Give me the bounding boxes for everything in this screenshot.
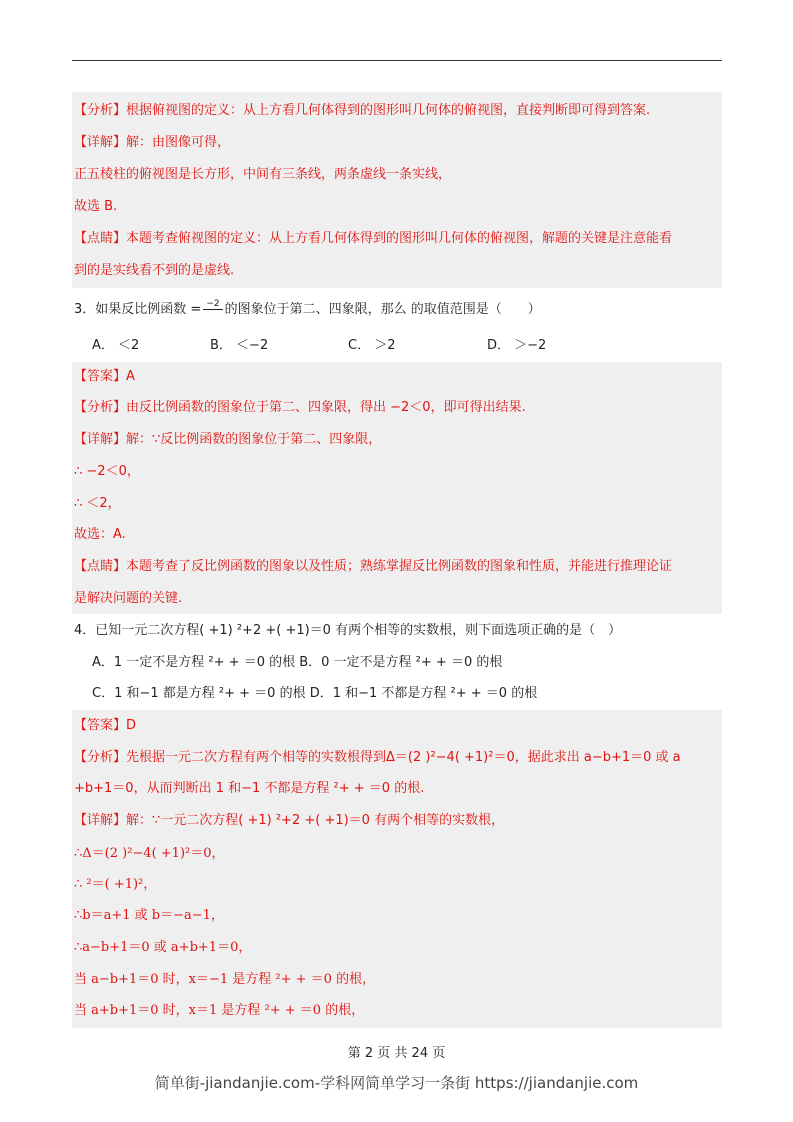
step-1: ∴ −2＜0，	[74, 464, 140, 479]
options-a-b: A．1 一定不是方程 ²+ + ＝0 的根 B．0 一定不是方程 ²+ + ＝0 的根	[92, 655, 503, 670]
detail-text: 【详解】解：∵一元二次方程( +1) ²+2 +( +1)＝0 有两个相等的实数根，	[74, 813, 505, 828]
comment-line-2: 是解决问题的关键.	[74, 591, 183, 606]
question-3-suffix: 的图象位于第二、四象限，那么 的取值范围是（ ）	[224, 302, 541, 317]
answer-text: 【答案】A	[74, 369, 135, 384]
analysis-text: 【分析】根据俯视图的定义：从上方看几何体得到的图形叫几何体的俯视图，直接判断即可得到答案.	[74, 103, 651, 118]
analysis-text: 【分析】由反比例函数的图象位于第二、四象限，得出 −2＜0，即可得出结果.	[74, 400, 526, 415]
step-1: ∴Δ＝(2 )²−4( +1)²＝0，	[74, 846, 225, 861]
detail-line: 正五棱柱的俯视图是长方形，中间有三条线，两条虚线一条实线，	[74, 167, 452, 182]
analysis-line-1: 【分析】先根据一元二次方程有两个相等的实数根得到Δ＝(2 )²−4( +1)²＝0，据此求出 a−b+1＝0 或 a	[74, 750, 681, 765]
step-4: ∴a−b+1＝0 或 a+b+1＝0，	[74, 940, 252, 955]
comment-line-1: 【点睛】本题考查俯视图的定义：从上方看几何体得到的图形叫几何体的俯视图，解题的关键是注意能看	[74, 231, 673, 246]
answer-text: 【答案】D	[74, 718, 137, 733]
option-a: A． ＜2	[92, 338, 140, 353]
solution-box-q2	[72, 92, 722, 288]
page-number: 第 2 页 共 24 页	[347, 1046, 446, 1061]
option-d: D． ＞−2	[487, 338, 547, 353]
comment-line-1: 【点睛】本题考查了反比例函数的图象以及性质；熟练掌握反比例函数的图象和性质，并能进行推理论证	[74, 559, 673, 574]
step-5: 当 a−b+1＝0 时，x＝−1 是方程 ²+ + ＝0 的根，	[74, 972, 376, 987]
choice-text: 故选 B.	[74, 199, 118, 214]
fraction-numerator: −2	[203, 300, 222, 310]
question-4-stem: 4．已知一元二次方程( +1) ²+2 +( +1)＝0 有两个相等的实数根，则下面选项正确的是（ ）	[74, 623, 622, 638]
step-6: 当 a+b+1＝0 时，x＝1 是方程 ²+ + ＝0 的根，	[74, 1003, 365, 1018]
detail-text: 【详解】解：由图像可得，	[74, 135, 231, 150]
site-footer[interactable]: 简单街-jiandanjie.com-学科网简单学习一条街 https://jiandanjie.com	[154, 1074, 639, 1092]
question-3-stem	[74, 300, 541, 319]
comment-line-2: 到的是实线看不到的是虚线.	[74, 263, 235, 278]
step-2: ∴ ²＝( +1)²，	[74, 877, 157, 892]
step-3: ∴b＝a+1 或 b＝−a−1，	[74, 908, 224, 923]
header-rule	[72, 60, 722, 61]
step-2: ∴ ＜2，	[74, 496, 121, 511]
fraction	[203, 300, 222, 319]
options-c-d: C．1 和−1 都是方程 ²+ + ＝0 的根 D．1 和−1 不都是方程 ²+ + ＝0 的根	[92, 686, 538, 701]
choice-text: 故选：A.	[74, 527, 126, 542]
question-3-prefix: 3．如果反比例函数	[74, 302, 191, 317]
option-c: C． ＞2	[348, 338, 396, 353]
detail-text: 【详解】解：∵反比例函数的图象位于第二、四象限，	[74, 432, 382, 447]
option-b: B． ＜−2	[210, 338, 269, 353]
question-3-eq: =	[190, 302, 202, 317]
fraction-denominator	[203, 310, 222, 319]
analysis-line-2: +b+1＝0，从而判断出 1 和−1 不都是方程 ²+ + ＝0 的根.	[74, 781, 425, 796]
